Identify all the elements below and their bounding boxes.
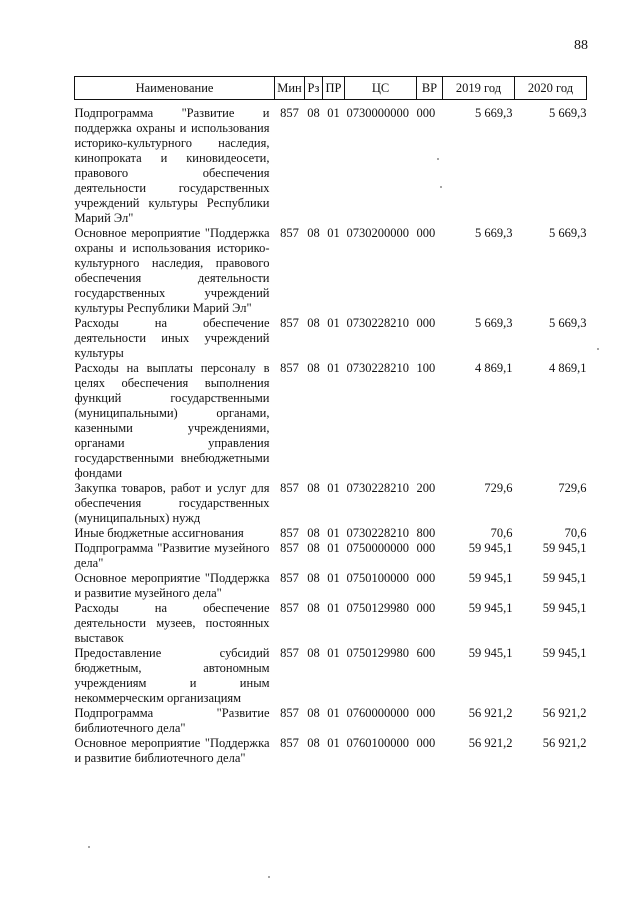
row-min: 857 [280,571,299,585]
row-rz: 08 [307,706,320,720]
header-row [75,77,587,100]
row-2020: 70,6 [564,526,587,540]
header-pr: ПР [323,77,345,100]
row-rz: 08 [307,226,320,240]
row-name: Подпрограмма "Развитие и поддержка охраны и использования историко-культурного наследия, кинопроката и киновидеосети, правового обеспечения деятельности государственных учреждений культуры Республики Марий Эл" [74,106,270,225]
row-cs: 0760100000 [346,736,409,750]
header-cs: ЦС [345,77,417,100]
row-name: Иные бюджетные ассигнования [74,526,244,540]
row-rz: 08 [307,541,320,555]
table-header [75,77,587,100]
row-pr: 01 [327,646,340,660]
row-min: 857 [280,541,299,555]
row-vr: 000 [416,316,436,330]
row-vr: 000 [416,736,436,750]
row-vr: 000 [416,541,436,555]
row-name: Предоставление субсидий бюджетным, автономным учреждениям и иным некоммерческим организациям [74,646,270,705]
row-rz: 08 [307,646,320,660]
table-body [75,100,587,767]
row-name: Подпрограмма "Развитие библиотечного дела" [74,706,270,735]
row-pr: 01 [327,571,340,585]
header-2020: 2020 год [515,77,587,100]
row-rz: 08 [307,106,320,120]
row-rz: 08 [307,526,320,540]
row-name: Расходы на обеспечение деятельности музеев, постоянных выставок [74,601,270,645]
table-row [75,100,587,227]
row-min: 857 [280,601,299,615]
row-cs: 0730000000 [346,106,409,120]
row-2019: 59 945,1 [468,646,513,660]
row-2019: 4 869,1 [475,361,513,375]
row-cs: 0730228210 [346,316,409,330]
row-rz: 08 [307,361,320,375]
table-row [75,706,587,736]
table-row [75,736,587,766]
row-2020: 59 945,1 [542,646,587,660]
row-min: 857 [280,106,299,120]
table-row [75,526,587,541]
row-name: Расходы на обеспечение деятельности иных учреждений культуры [74,316,270,360]
row-2020: 4 869,1 [549,361,587,375]
row-vr: 600 [416,646,436,660]
row-2019: 56 921,2 [468,706,513,720]
page-number: 88 [574,38,588,53]
scan-speck [268,876,270,878]
row-2020: 59 945,1 [542,601,587,615]
table-row [75,646,587,706]
row-2020: 729,6 [558,481,587,495]
table-row [75,361,587,481]
row-2019: 59 945,1 [468,571,513,585]
row-vr: 000 [416,226,436,240]
row-name: Основное мероприятие "Поддержка и развитие библиотечного дела" [74,736,270,765]
table-row [75,601,587,646]
row-2020: 59 945,1 [542,541,587,555]
row-pr: 01 [327,316,340,330]
row-pr: 01 [327,106,340,120]
row-name: Подпрограмма "Развитие музейного дела" [74,541,270,570]
row-min: 857 [280,646,299,660]
scan-speck [88,846,90,848]
row-2020: 59 945,1 [542,571,587,585]
row-2019: 59 945,1 [468,541,513,555]
row-pr: 01 [327,736,340,750]
row-2019: 56 921,2 [468,736,513,750]
row-2020: 56 921,2 [542,706,587,720]
row-pr: 01 [327,541,340,555]
row-vr: 100 [416,361,436,375]
row-name: Расходы на выплаты персоналу в целях обеспечения выполнения функций государственными (муниципальными) органами, казенными учреждениями, органами управления государственными внебюджетными фондами [74,361,270,480]
table-row [75,481,587,526]
row-pr: 01 [327,226,340,240]
row-vr: 000 [416,601,436,615]
row-cs: 0730228210 [346,361,409,375]
header-2019: 2019 год [443,77,515,100]
table-row [75,226,587,316]
row-cs: 0750129980 [346,646,409,660]
budget-table [74,76,587,766]
row-2019: 59 945,1 [468,601,513,615]
row-cs: 0760000000 [346,706,409,720]
row-vr: 000 [416,106,436,120]
row-vr: 000 [416,571,436,585]
row-rz: 08 [307,736,320,750]
row-min: 857 [280,481,299,495]
row-cs: 0730228210 [346,526,409,540]
row-cs: 0750100000 [346,571,409,585]
row-pr: 01 [327,481,340,495]
row-vr: 000 [416,706,436,720]
table-row [75,316,587,361]
row-2019: 5 669,3 [475,226,513,240]
header-name: Наименование [75,77,275,100]
row-2020: 56 921,2 [542,736,587,750]
row-pr: 01 [327,601,340,615]
row-min: 857 [280,226,299,240]
header-vr: ВР [417,77,443,100]
row-2020: 5 669,3 [549,226,587,240]
row-pr: 01 [327,706,340,720]
scan-speck [437,158,439,160]
row-vr: 200 [416,481,436,495]
row-name: Основное мероприятие "Поддержка и развитие музейного дела" [74,571,270,600]
row-cs: 0750000000 [346,541,409,555]
row-name: Закупка товаров, работ и услуг для обеспечения государственных (муниципальных) нужд [74,481,270,525]
row-rz: 08 [307,601,320,615]
row-min: 857 [280,526,299,540]
row-rz: 08 [307,316,320,330]
table-row [75,571,587,601]
row-2019: 5 669,3 [475,106,513,120]
row-name: Основное мероприятие "Поддержка охраны и использования историко-культурного наследия, правового обеспечения деятельности государственных учреждений культуры Республики Марий Эл" [74,226,270,315]
row-cs: 0730228210 [346,481,409,495]
scan-speck [440,186,442,188]
row-cs: 0750129980 [346,601,409,615]
row-min: 857 [280,736,299,750]
header-rz: Рз [305,77,323,100]
table-row [75,541,587,571]
row-rz: 08 [307,481,320,495]
row-vr: 800 [416,526,436,540]
row-2019: 729,6 [484,481,513,495]
row-min: 857 [280,706,299,720]
scan-speck [597,348,599,350]
row-min: 857 [280,361,299,375]
row-min: 857 [280,316,299,330]
row-pr: 01 [327,526,340,540]
row-2019: 70,6 [490,526,513,540]
row-2020: 5 669,3 [549,106,587,120]
row-rz: 08 [307,571,320,585]
row-2019: 5 669,3 [475,316,513,330]
row-2020: 5 669,3 [549,316,587,330]
row-pr: 01 [327,361,340,375]
header-min: Мин [275,77,305,100]
row-cs: 0730200000 [346,226,409,240]
